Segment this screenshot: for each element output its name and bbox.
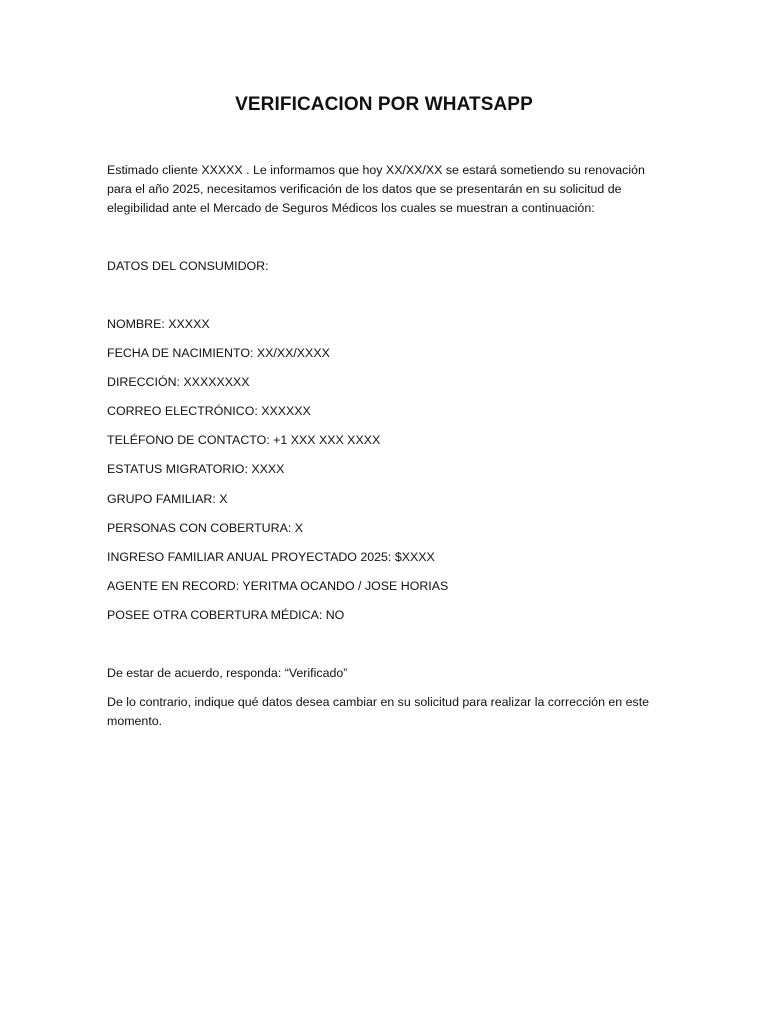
consumer-fields-list: [107, 315, 667, 635]
field-fecha-nacimiento: FECHA DE NACIMIENTO: XX/XX/XXXX: [107, 346, 330, 361]
document-title: VERIFICACION POR WHATSAPP: [235, 94, 533, 115]
field-otra-cobertura: POSEE OTRA COBERTURA MÉDICA: NO: [107, 607, 345, 622]
field-agente-record: AGENTE EN RECORD: YERITMA OCANDO / JOSE HORIAS: [107, 578, 449, 593]
closing-change-text: De lo contrario, indique qué datos desea cambiar en su solicitud para realizar la corrección en este momento.: [107, 695, 650, 728]
intro-paragraph: [107, 161, 667, 218]
field-direccion: DIRECCIÓN: XXXXXXXX: [107, 375, 250, 390]
field-ingreso-familiar: INGRESO FAMILIAR ANUAL PROYECTADO 2025: $XXXX: [107, 549, 435, 564]
field-nombre: NOMBRE: XXXXX: [107, 317, 210, 331]
field-grupo-familiar: GRUPO FAMILIAR: X: [107, 491, 228, 506]
closing-agree-text: De estar de acuerdo, responda: “Verificado”: [107, 666, 348, 680]
closing-section: [107, 664, 667, 741]
field-telefono: TELÉFONO DE CONTACTO: +1 XXX XXX XXXX: [107, 433, 381, 448]
field-personas-cobertura: PERSONAS CON COBERTURA: X: [107, 520, 303, 535]
field-estatus-migratorio: ESTATUS MIGRATORIO: XXXX: [107, 462, 285, 477]
intro-text: Estimado cliente XXXXX . Le informamos que hoy XX/XX/XX se estará sometiendo su renovación para el año 2025, necesitamos verificación de los datos que se presentarán en su solicitud de elegibilidad ante el Mercado de Seguros Médicos los cuales se muestran a continuación:: [107, 163, 645, 215]
field-correo: CORREO ELECTRÓNICO: XXXXXX: [107, 404, 311, 419]
section-heading: DATOS DEL CONSUMIDOR:: [107, 259, 269, 273]
